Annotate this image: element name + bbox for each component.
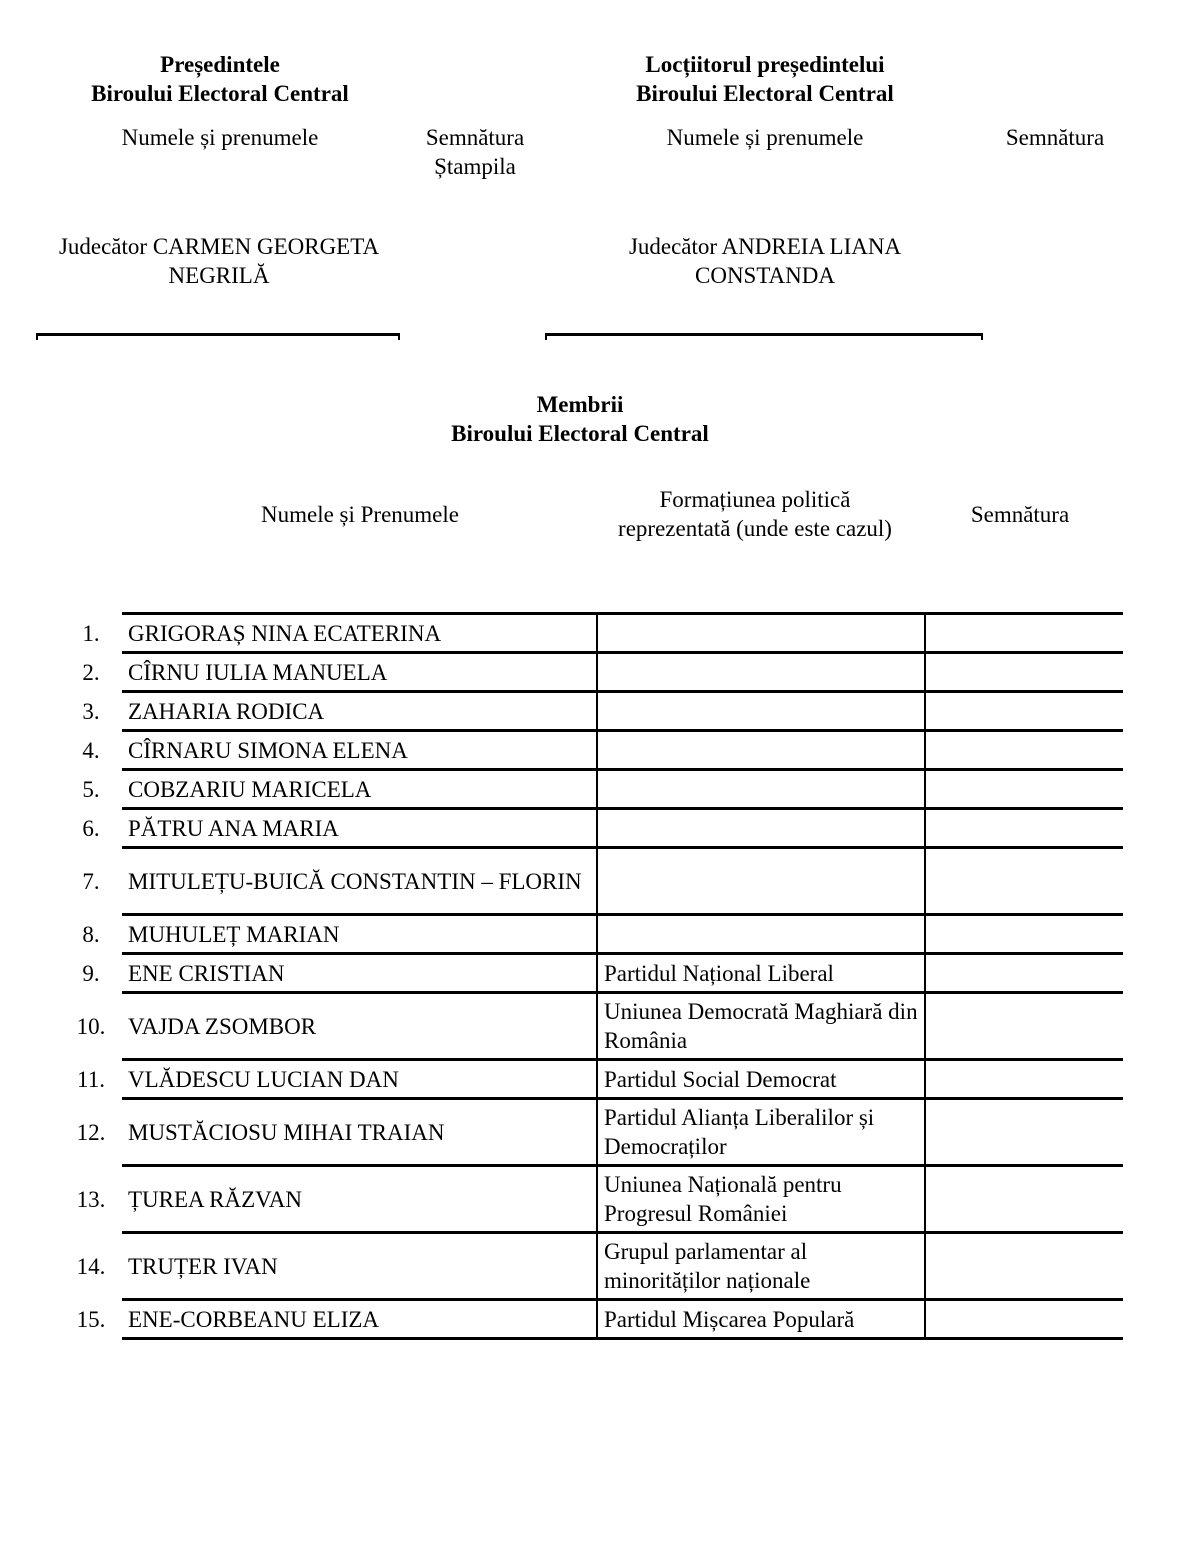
president-name-header: Numele și prenumele xyxy=(121,125,319,150)
member-signature-cell xyxy=(925,1233,1123,1300)
member-signature-cell xyxy=(925,848,1123,915)
member-party: Partidul Național Liberal xyxy=(597,954,925,993)
member-party xyxy=(597,770,925,809)
president-name-line1: Judecător CARMEN GEORGETA xyxy=(58,234,380,259)
table-row xyxy=(60,731,1123,770)
president-title xyxy=(40,50,400,108)
table-row xyxy=(60,614,1123,653)
president-title-line2: Biroului Electoral Central xyxy=(91,81,349,106)
member-name: ZAHARIA RODICA xyxy=(122,692,597,731)
member-signature-cell xyxy=(925,1166,1123,1233)
deputy-name-line1: Judecător ANDREIA LIANA xyxy=(628,234,902,259)
member-name: PĂTRU ANA MARIA xyxy=(122,809,597,848)
member-party xyxy=(597,915,925,954)
member-signature-cell xyxy=(925,653,1123,692)
president-signature-label: Semnătura xyxy=(425,125,525,150)
member-signature-cell xyxy=(925,614,1123,653)
row-number: 2. xyxy=(82,659,100,685)
member-party xyxy=(597,848,925,915)
row-number: 3. xyxy=(82,698,100,724)
member-party xyxy=(597,809,925,848)
row-number: 5. xyxy=(82,776,100,802)
table-row xyxy=(60,653,1123,692)
row-number: 10. xyxy=(76,1013,106,1039)
president-title-line1: Președintele xyxy=(160,52,280,77)
deputy-title xyxy=(580,50,950,108)
row-number: 13. xyxy=(76,1186,106,1212)
members-title xyxy=(380,390,780,448)
member-signature-cell xyxy=(925,692,1123,731)
member-name: VAJDA ZSOMBOR xyxy=(122,993,597,1060)
table-row xyxy=(60,692,1123,731)
members-title-line1: Membrii xyxy=(536,392,624,417)
table-row xyxy=(60,915,1123,954)
member-signature-cell xyxy=(925,915,1123,954)
member-party xyxy=(597,692,925,731)
row-number: 14. xyxy=(76,1253,106,1279)
table-row xyxy=(60,770,1123,809)
member-signature-cell xyxy=(925,1099,1123,1166)
table-row xyxy=(60,809,1123,848)
row-number: 12. xyxy=(76,1119,106,1145)
row-number: 11. xyxy=(77,1066,105,1092)
table-row xyxy=(60,1060,1123,1099)
member-party xyxy=(597,614,925,653)
member-party xyxy=(597,653,925,692)
president-name xyxy=(38,232,400,290)
member-party: Partidul Alianța Liberalilor și Democraților xyxy=(597,1099,925,1166)
table-row xyxy=(60,1099,1123,1166)
member-name: MUHULEȚ MARIAN xyxy=(122,915,597,954)
member-signature-cell xyxy=(925,770,1123,809)
member-signature-cell xyxy=(925,731,1123,770)
members-header-party xyxy=(585,485,925,543)
member-signature-cell xyxy=(925,993,1123,1060)
member-name: CÎRNARU SIMONA ELENA xyxy=(122,731,597,770)
deputy-signature-line xyxy=(545,333,983,336)
member-name: ENE-CORBEANU ELIZA xyxy=(122,1300,597,1339)
members-table xyxy=(60,612,1123,1340)
members-header-signature: Semnătura xyxy=(970,502,1070,527)
deputy-title-line2: Biroului Electoral Central xyxy=(636,81,894,106)
member-name: COBZARIU MARICELA xyxy=(122,770,597,809)
row-number: 9. xyxy=(82,960,100,986)
member-name: GRIGORAȘ NINA ECATERINA xyxy=(122,614,597,653)
member-signature-cell xyxy=(925,954,1123,993)
president-signature-line xyxy=(36,333,400,336)
row-number: 7. xyxy=(82,868,100,894)
table-row xyxy=(60,1166,1123,1233)
row-number: 6. xyxy=(82,815,100,841)
table-row xyxy=(60,954,1123,993)
row-number: 1. xyxy=(82,620,100,646)
member-signature-cell xyxy=(925,1300,1123,1339)
member-name: MITULEȚU-BUICĂ CONSTANTIN – FLORIN xyxy=(122,848,597,915)
member-name: CÎRNU IULIA MANUELA xyxy=(122,653,597,692)
president-stamp-label: Ștampila xyxy=(434,154,516,179)
table-row xyxy=(60,848,1123,915)
row-number: 4. xyxy=(82,737,100,763)
member-signature-cell xyxy=(925,1060,1123,1099)
member-party xyxy=(597,731,925,770)
table-row xyxy=(60,993,1123,1060)
member-name: TRUȚER IVAN xyxy=(122,1233,597,1300)
members-header-party-line1: Formațiunea politică xyxy=(659,487,851,512)
deputy-signature-header: Semnătura xyxy=(1005,125,1105,150)
member-party: Partidul Social Democrat xyxy=(597,1060,925,1099)
members-header-name: Numele și Prenumele xyxy=(260,502,459,527)
member-name: ȚUREA RĂZVAN xyxy=(122,1166,597,1233)
member-party: Partidul Mișcarea Populară xyxy=(597,1300,925,1339)
deputy-name-line2: CONSTANDA xyxy=(695,263,835,288)
member-party: Uniunea Națională pentru Progresul României xyxy=(597,1166,925,1233)
member-party: Grupul parlamentar al minorităților naționale xyxy=(597,1233,925,1300)
member-name: VLĂDESCU LUCIAN DAN xyxy=(122,1060,597,1099)
president-name-line2: NEGRILĂ xyxy=(168,263,270,288)
member-name: MUSTĂCIOSU MIHAI TRAIAN xyxy=(122,1099,597,1166)
president-signature-header xyxy=(405,123,545,181)
deputy-name xyxy=(580,232,950,290)
row-number: 15. xyxy=(76,1306,106,1332)
deputy-name-header: Numele și prenumele xyxy=(666,125,864,150)
table-row xyxy=(60,1233,1123,1300)
table-row xyxy=(60,1300,1123,1339)
member-name: ENE CRISTIAN xyxy=(122,954,597,993)
member-party: Uniunea Democrată Maghiară din România xyxy=(597,993,925,1060)
row-number: 8. xyxy=(82,921,100,947)
members-header-party-line2: reprezentată (unde este cazul) xyxy=(618,516,892,541)
members-title-line2: Biroului Electoral Central xyxy=(451,421,709,446)
deputy-title-line1: Locțiitorul președintelui xyxy=(645,52,885,77)
member-signature-cell xyxy=(925,809,1123,848)
